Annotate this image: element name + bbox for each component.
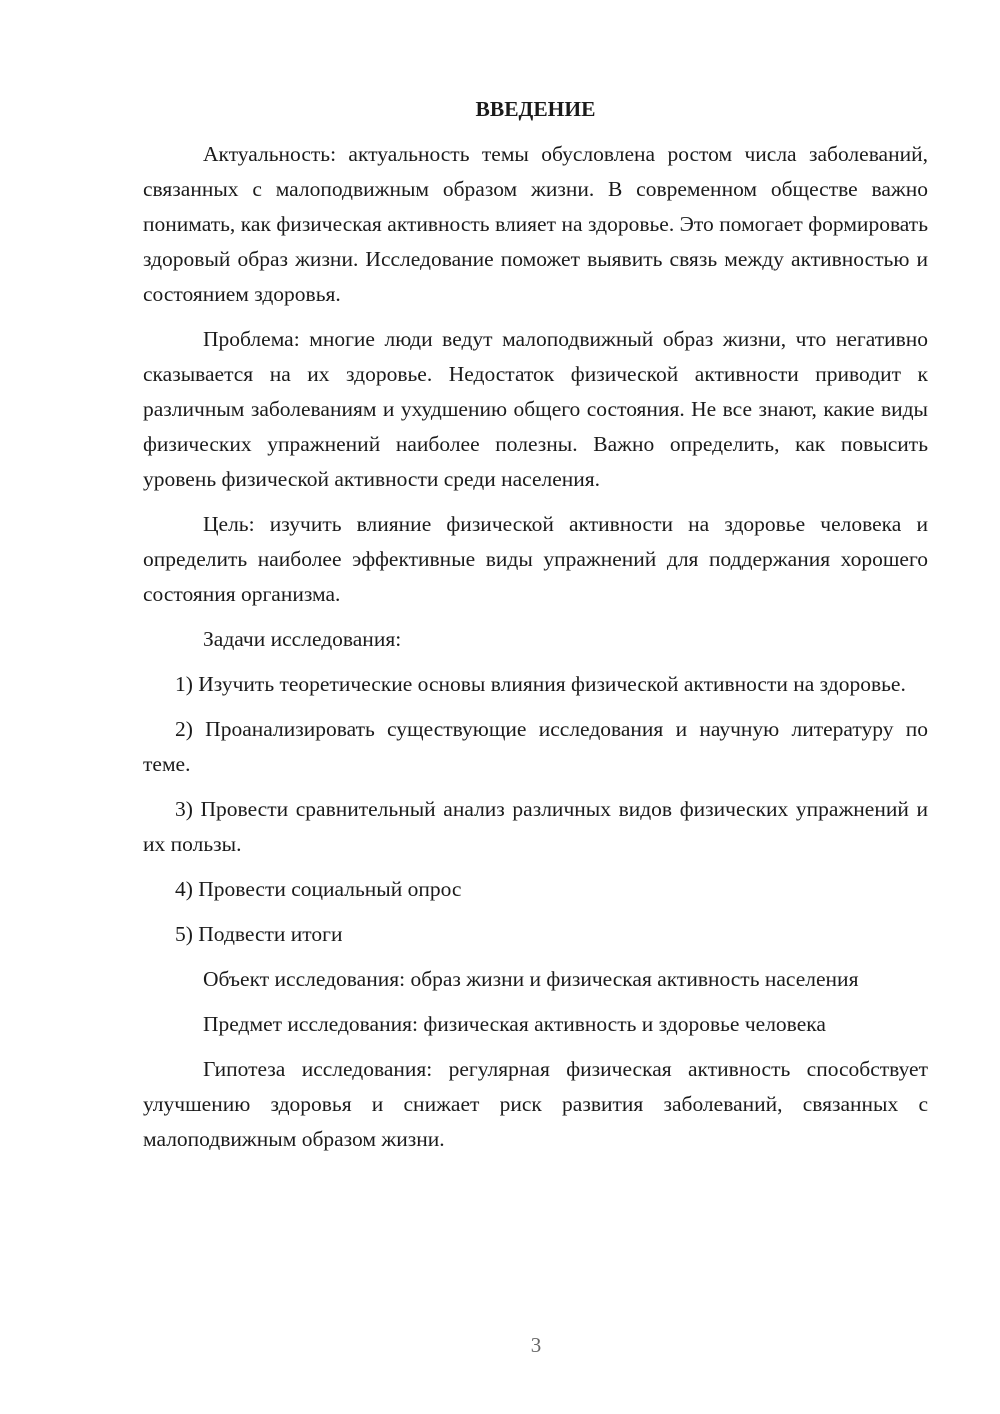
task-item-5: 5) Подвести итоги (175, 922, 343, 946)
task-item-3: 3) Провести сравнительный анализ различных видов физических упражнений и их пользы. (143, 797, 928, 856)
problem-paragraph: Проблема: многие люди ведут малоподвижный образ жизни, что негативно сказывается на их здоровье. Недостаток физической активности приводит к различным заболеваниям и ухудшению общего состояния. Не все знают, какие виды физических упражнений наиболее полезны. Важно определить, как повысить уровень физической активности среди населения. (143, 327, 928, 491)
task-item-1: 1) Изучить теоретические основы влияния физической активности на здоровье. (175, 672, 906, 696)
relevance-paragraph: Актуальность: актуальность темы обусловлена ростом числа заболеваний, связанных с малоподвижным образом жизни. В современном обществе важно понимать, как физическая активность влияет на здоровье. Это помогает формировать здоровый образ жизни. Исследование поможет выявить связь между активностью и состоянием здоровья. (143, 142, 928, 306)
task-item-2: 2) Проанализировать существующие исследования и научную литературу по теме. (143, 717, 928, 776)
goal-paragraph: Цель: изучить влияние физической активности на здоровье человека и определить наиболее эффективные виды упражнений для поддержания хорошего состояния организма. (143, 512, 928, 606)
task-item-4: 4) Провести социальный опрос (175, 877, 462, 901)
tasks-heading: Задачи исследования: (203, 627, 402, 651)
page-title: ВВЕДЕНИЕ (475, 97, 596, 121)
subject-paragraph: Предмет исследования: физическая активность и здоровье человека (203, 1012, 826, 1036)
object-paragraph: Объект исследования: образ жизни и физическая активность населения (203, 967, 859, 991)
page-number: 3 (530, 1333, 542, 1357)
page-content (143, 92, 928, 1167)
hypothesis-paragraph: Гипотеза исследования: регулярная физическая активность способствует улучшению здоровья и снижает риск развития заболеваний, связанных с малоподвижным образом жизни. (143, 1057, 928, 1151)
